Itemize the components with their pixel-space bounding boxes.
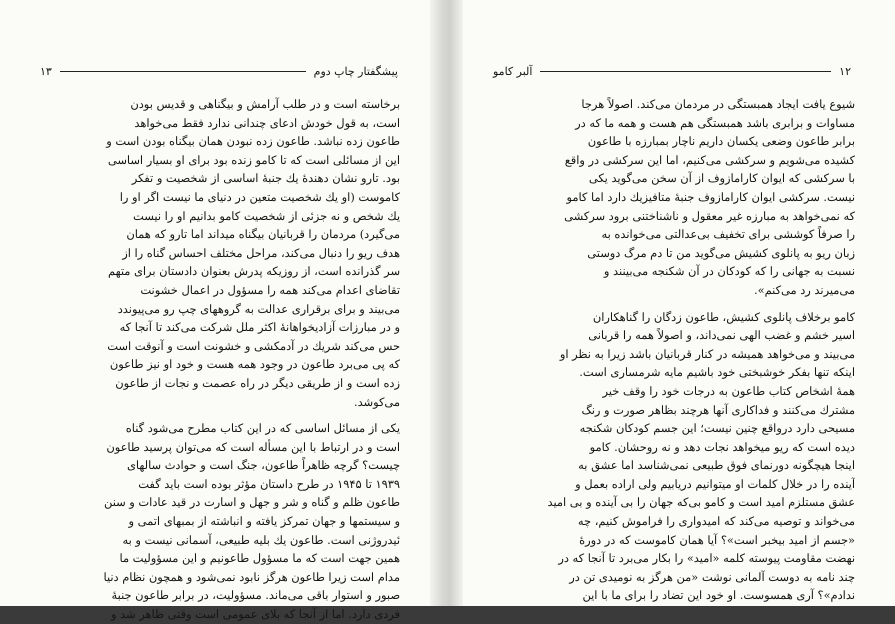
text-line: طاعون زده نباشد. طاعون زده نبودن همان بیگناه بودن است و xyxy=(106,134,400,149)
left-page-number: ۱۳ xyxy=(40,64,52,78)
text-line: است، به قول خودش ادعای چندانی ندارد فقط می‌خواهد xyxy=(134,115,400,130)
right-page-header xyxy=(493,62,851,80)
text-line: برابر طاعون وضعی یکسان داریم ناچار بمبارزه با طاعون xyxy=(587,134,855,149)
left-book-page xyxy=(0,0,430,622)
text-line: عشق مستلزم امید است و کامو بی‌که جهان را بی آینده و بی امید xyxy=(547,495,855,510)
text-line: تقاضای اعدام می‌کند همه را مسؤول در اعمال خشونت xyxy=(140,282,400,297)
text-line: همین جهت است که ما مسؤول طاعونیم و این مسؤولیت ما xyxy=(119,551,400,566)
right-page-number: ۱۲ xyxy=(839,64,851,78)
text-line: می‌خواند و توصیه می‌کند که امیدواری را فراموش کنیم، چه xyxy=(577,514,855,529)
text-line: کاموست (او یك شخصیت متعین در دنیای ما نیست اگر او را xyxy=(119,189,400,204)
text-line: سر گذرانده است، از روزیکه پدرش بعنوان دادستان برای متهم xyxy=(107,264,400,279)
text-line: مدام است زیرا طاعون هرگز نابود نمی‌شود و همچون نظام دنیا xyxy=(103,569,400,584)
text-line: همهٔ اشخاص کتاب طاعون به درجات خود را وقف خیر xyxy=(602,383,855,398)
text-line: چند نامه به دوست آلمانی نوشت «من هرگز به نومیدی تن در xyxy=(569,569,855,584)
text-line: کشیده می‌شویم و سرکشی می‌کنیم، اما این سرکشی در واقع xyxy=(564,152,855,167)
text-line: مساوات و برابری باشد همبستگی هم هست و همه ما که در xyxy=(575,115,855,130)
left-page-body-text xyxy=(40,95,400,624)
text-line: طاعون ظلم و گناه و شر و جهل و اسارت در قید عادات و سنن xyxy=(104,495,400,510)
text-line: می‌میرند رد می‌کنم». xyxy=(753,282,855,297)
text-line: ۱۹۳۹ تا ۱۹۴۵ در طرح داستان مؤثر بوده است باید گفت xyxy=(138,476,400,491)
text-line: نهضت مقاومت پیوسته کلمه «امید» را بکار می‌برد تا آنجا که در xyxy=(558,551,855,566)
text-line: فردی دارد. اما از آنجا که بلای عمومی است وقتی ظاهر شد و xyxy=(110,607,400,622)
left-header-rule xyxy=(60,71,306,72)
text-line: کامو برخلاف پانلوی کشیش، طاعون زدگان را گناهکاران xyxy=(592,309,855,324)
text-line: چیست؟ گرچه ظاهراً طاعون، جنگ است و حوادث سالهای xyxy=(126,458,400,473)
text-line: که نمی‌خواهد به مبارزه غیر معقول و ناشناختنی برود سرکشی xyxy=(564,208,855,223)
text-line: اینجا هیچگونه دورنمای فوق طبیعی نمی‌شناسد اما عشق به xyxy=(578,458,855,473)
right-running-head: آلبر کامو xyxy=(493,64,533,78)
text-line: می‌گیرد) مردمان را قربانیان بیگناه میداند اما تارو که همان xyxy=(126,227,400,242)
right-book-page xyxy=(463,0,895,606)
text-line: این از مسائلی است که تا کامو زنده بود برای او بسیار اساسی xyxy=(107,152,400,167)
text-line: و سیستمها و جهان تمرکز یافته و انباشته از بمبهای اتمی و xyxy=(128,514,400,529)
text-line: است و در ارتباط با این مسأله است که می‌توان پرسید طاعون xyxy=(106,439,400,454)
text-line: نیست. سرکشی ایوان کارامازوف جنبهٔ متافیزیك دارد اما کامو xyxy=(566,189,855,204)
paragraph-gap xyxy=(493,300,855,308)
text-line: و در مبارزات آزادیخواهانهٔ اکثر ملل شرکت می‌کند تا آنجا که xyxy=(119,320,400,335)
left-page-header xyxy=(40,62,398,80)
text-line: بود. تارو نشان دهندهٔ یك جنبهٔ اساسی از شخصیت و تفکر xyxy=(131,171,400,186)
right-page-body-text xyxy=(493,95,855,605)
text-line: می‌بیند و برای برقراری عدالت به گروههای چپ رو می‌پیوندد xyxy=(117,301,400,316)
text-line: آینده را در خلال کلمات او میتوانیم دریابیم ولی اراده بعمل و xyxy=(575,476,855,491)
text-line: صبور و استوار باقی می‌ماند. مسؤولیت، در برابر طاعون جنبهٔ xyxy=(111,588,400,603)
text-line: یك شخص و نه جزئی از شخصیت کامو بدانیم او را نیست xyxy=(133,208,400,223)
text-line: می‌کوشد. xyxy=(353,394,400,409)
text-line: با سرکشی که ایوان کارامازوف از آن سخن می‌گوید یکی xyxy=(588,171,855,186)
text-line: دیده است که ریو میخواهد نجات دهد و نه روحشان. کامو xyxy=(589,439,855,454)
text-line: «جسم از امید بیخبر است»؟ آیا همان کاموست که در دورهٔ xyxy=(579,532,855,547)
text-line: اسیر خشم و غضب الهی نمی‌داند، و اصولاً همه را قربانی xyxy=(588,328,855,343)
left-running-head: پیشگفتار چاپ دوم xyxy=(313,64,398,78)
text-line: حس می‌کند شریك در آدمکشی و خشونت است و آنوقت است xyxy=(107,338,400,353)
text-line: می‌بیند و می‌خواهد همیشه در کنار قربانیان باشد زیرا به نظر او xyxy=(559,346,855,361)
text-line: اینکه تنها بفکر خوشبختی خود باشیم مایه شرمساری است. xyxy=(579,365,855,380)
book-gutter xyxy=(430,0,463,606)
text-line: برخاسته است و در طلب آرامش و بیگناهی و قدیس بودن xyxy=(130,97,400,111)
text-line: را صرفاً کوششی برای تخفیف بی‌عدالتی می‌خوانده به xyxy=(601,227,855,242)
text-line: هدف ریو را دنبال می‌کند، مراحل مختلف احساس گناه را از xyxy=(122,245,400,260)
text-line: نسبت به جهانی را که کودکان در آن شکنجه می‌بینند و xyxy=(603,264,855,279)
text-line: زده است و از طریقی دیگر در راه عصمت و نجات از طاعون xyxy=(115,375,400,390)
text-line: ئیدروژنی است. طاعون یك بلیه طبیعی، آسمانی نیست و به xyxy=(122,532,400,547)
text-line: یکی از مسائل اساسی که در این کتاب مطرح می‌شود گناه xyxy=(125,421,400,436)
text-line: مسیحی دارد درواقع چنین نیست؛ این جسم کودکان شکنجه xyxy=(579,421,855,436)
text-line: که پی می‌برد طاعون در وجود همه هست و خود او نیز طاعون xyxy=(109,357,400,372)
text-line: ندادم»؟ آری همسوست. او خود این تضاد را برای ما با این xyxy=(582,588,855,603)
text-line: مشترك می‌کنند و فداکاری آنها هرچند بظاهر صورت و رنگ xyxy=(581,402,855,417)
text-line: شیوع یافت ایجاد همبستگی در مردمان می‌کند. اصولاً هرجا xyxy=(581,97,855,111)
paragraph-gap xyxy=(40,411,400,419)
text-line: زبان ریو به پانلوی کشیش می‌گوید من تا دم مرگ دوستی xyxy=(587,245,855,260)
right-header-rule xyxy=(540,71,831,72)
